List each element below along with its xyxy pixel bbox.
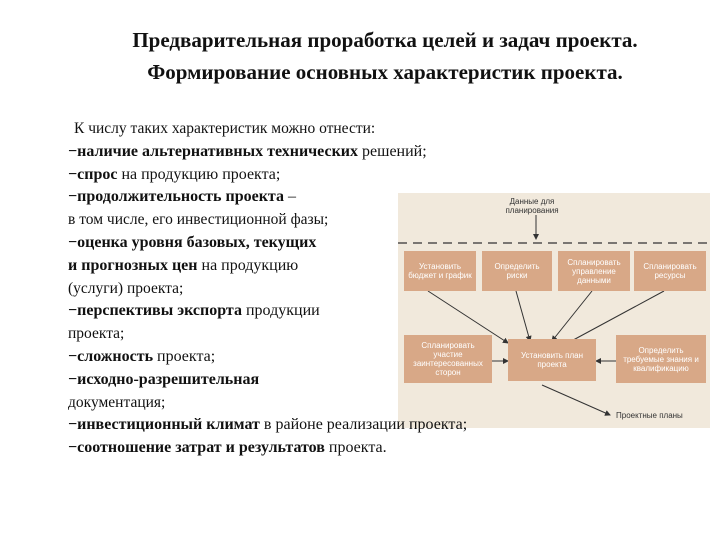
list-line <box>68 209 708 232</box>
list-line <box>68 414 708 437</box>
box-risks: Определить риски <box>482 251 552 291</box>
list-line-text: проекта; <box>153 347 216 365</box>
list-line-text: в районе реализации проекта; <box>259 416 468 434</box>
box-knowledge-skills: Определить требуемые знания и квалификацию <box>616 335 706 383</box>
list-line <box>68 232 708 255</box>
input-data-label: Данные для планирования <box>505 197 559 215</box>
intro-line: К числу таких характеристик можно отнести: <box>74 120 376 137</box>
list-line-bold: −перспективы экспорта <box>68 302 242 320</box>
list-line <box>68 141 708 164</box>
title-line-1: Предварительная проработка целей и задач проекта. <box>132 28 638 52</box>
characteristics-text <box>68 118 708 460</box>
list-line <box>68 164 708 187</box>
project-plans-label: Проектные планы <box>616 411 683 420</box>
list-line-text: проекта. <box>324 439 387 457</box>
list-line-text: на продукцию <box>197 256 299 274</box>
box-project-plan: Установить план проекта <box>508 339 596 381</box>
list-line-text: проекта; <box>68 325 125 343</box>
list-line <box>68 392 708 415</box>
list-line-text: на продукцию проекта; <box>117 165 281 183</box>
list-line-text: продукции <box>241 302 320 320</box>
list-line-bold: −исходно-разрешительная <box>68 370 260 388</box>
box-stakeholders: Спланировать участие заинтересованных сторон <box>404 335 492 383</box>
slide-title <box>60 24 710 88</box>
list-line <box>68 323 708 346</box>
list-line-bold: −продолжительность проекта <box>68 188 284 206</box>
list-line <box>68 186 708 209</box>
list-line-bold: −спрос <box>68 165 118 183</box>
box-budget-schedule: Установить бюджет и график <box>404 251 476 291</box>
box-resources: Спланировать ресурсы <box>634 251 706 291</box>
list-line-bold: −соотношение затрат и результатов <box>68 439 325 457</box>
list-line <box>68 255 708 278</box>
list-line-text: – <box>283 188 296 206</box>
list-line-text: в том числе, его инвестиционной фазы; <box>68 211 329 229</box>
list-line <box>68 346 708 369</box>
list-line <box>68 300 708 323</box>
list-line-text: (услуги) проекта; <box>68 279 184 297</box>
characteristics-list <box>68 141 708 460</box>
list-line-bold: −оценка уровня базовых, текущих <box>68 233 317 251</box>
list-line-text: документация; <box>68 393 166 411</box>
list-line-bold: −сложность <box>68 347 154 365</box>
list-line <box>68 369 708 392</box>
list-line-text: решений; <box>358 142 427 160</box>
list-line-bold: −наличие альтернативных технических <box>68 142 359 160</box>
list-line-bold: и прогнозных цен <box>68 256 198 274</box>
list-line <box>68 437 708 460</box>
list-line <box>68 278 708 301</box>
title-line-2: Формирование основных характеристик проекта. <box>147 60 623 84</box>
list-line-bold: −инвестиционный климат <box>68 416 260 434</box>
box-data-management: Спланировать управление данными <box>558 251 630 291</box>
